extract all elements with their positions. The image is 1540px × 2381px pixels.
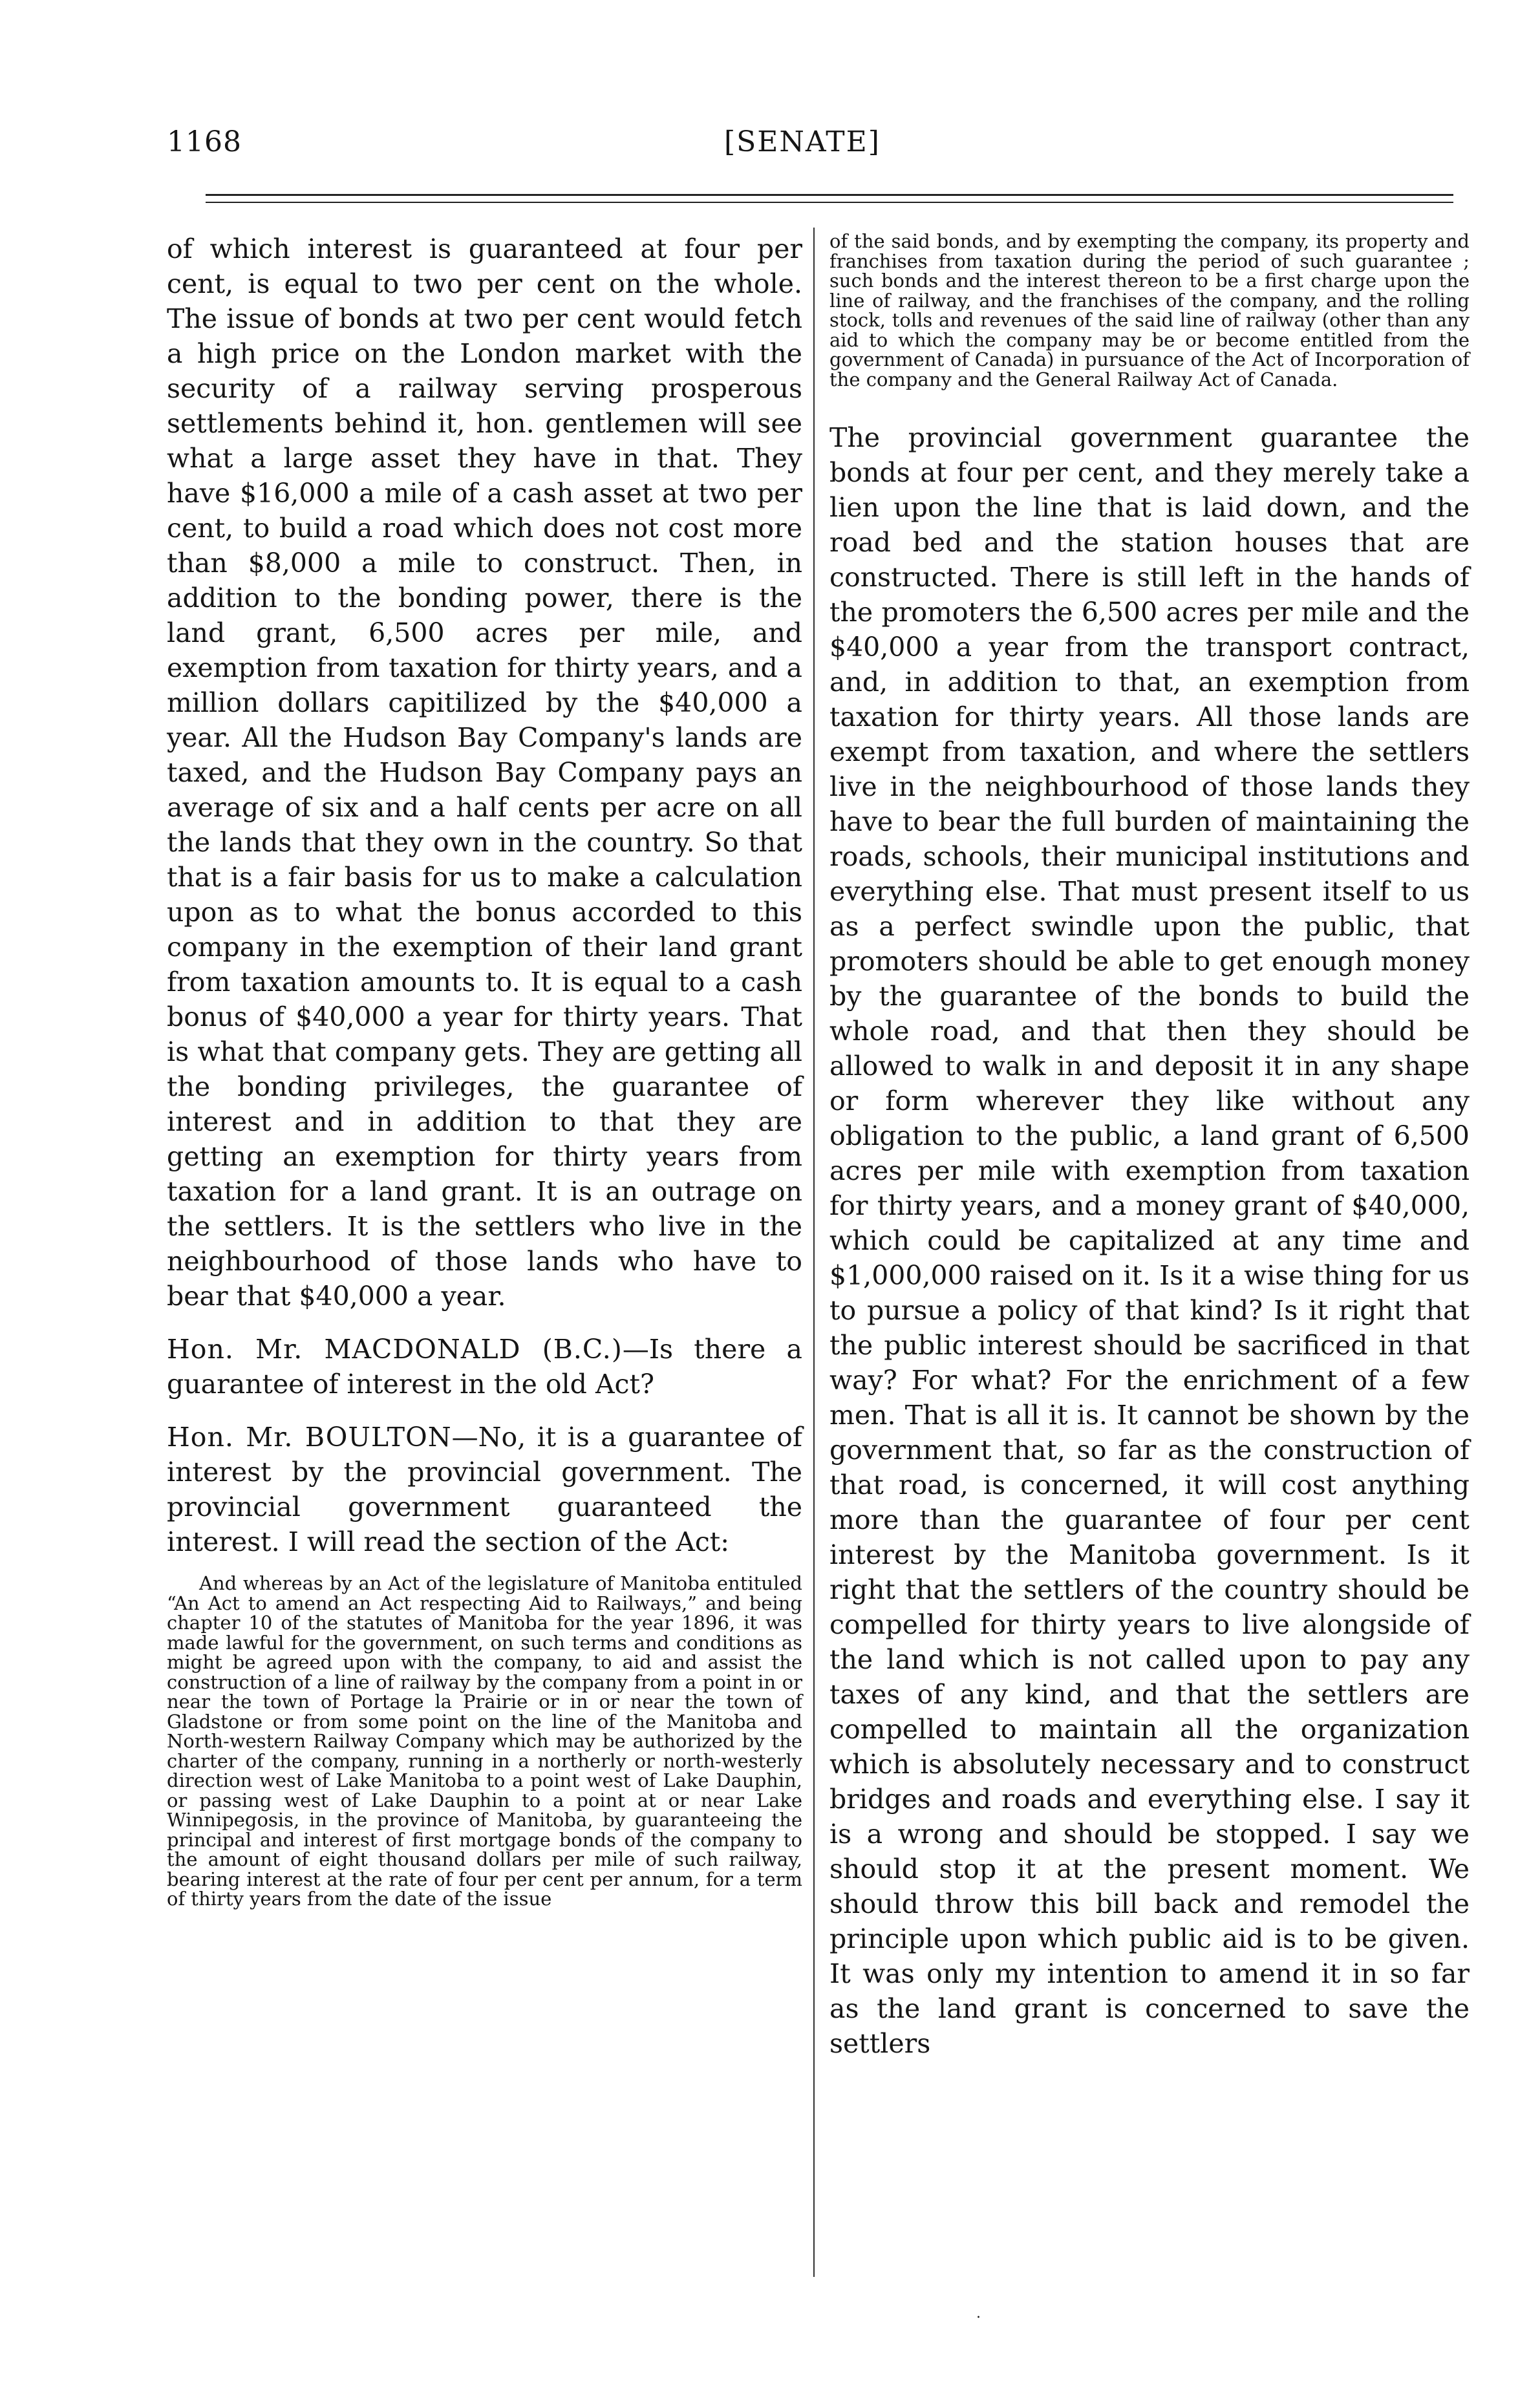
column-divider xyxy=(813,228,815,2277)
footer-mark: . xyxy=(976,2305,981,2322)
left-column xyxy=(167,231,802,1909)
speech-text: —Is there a guarantee of interest in the old Act? xyxy=(167,1334,802,1400)
speech-macdonald xyxy=(167,1332,802,1402)
running-head: [SENATE] xyxy=(724,125,881,158)
act-quotation: And whereas by an Act of the legislature of Manitoba entituled “An Act to amend an Act respecting Aid to Railways,” and being chapter 10 of the statutes of Manitoba for the year 1896, it was made lawful for the government, on such terms and conditions as might be agreed upon with the company, to aid and assist the construction of a line of railway by the company from a point in or near the town of Portage la Prairie or in or near the town of Gladstone or from some point on the line of the Manitoba and North-western Railway Company which may be authorized by the charter of the company, running in a northerly or north-westerly direction west of Lake Manitoba to a point west of Lake Dauphin, or passing west of Lake Dauphin to a point at or near Lake Winnipegosis, in the province of Manitoba, by guaranteeing the principal and interest of first mortgage bonds of the company to the amount of eight thousand dollars per mile of such railway, bearing interest at the rate of four per cent per annum, for a term of thirty years from the date of the issue xyxy=(167,1572,802,1910)
speaker-name: Hon. Mr. MACDONALD (B.C.) xyxy=(167,1334,623,1365)
header-rule-thin xyxy=(206,202,1453,203)
speaker-name: Hon. Mr. BOULTON xyxy=(167,1422,452,1453)
right-paragraph: The provincial government guarantee the bonds at four per cent, and they merely take a lien upon the line that is laid down, and the road bed and the station houses that are constructed. There is still left in the hands of the promoters the 6,500 acres per mile and the $40,000 a year from the transport contract, and, in addition to that, an exemption from taxation for thirty years. All those lands are exempt from taxation, and where the settlers live in the neighbourhood of those lands they have to bear the full burden of maintaining the roads, schools, their municipal institutions and everything else. That must present itself to us as a perfect swindle upon the public, that promoters should be able to get enough money by the guarantee of the bonds to build the whole road, and that then they should be allowed to walk in and deposit it in any shape or form wherever they like without any obligation to the public, a land grant of 6,500 acres per mile with exemption from taxation for thirty years, and a money grant of $40,000, which could be capitalized at any time and $1,000,000 raised on it. Is it a wise thing for us to pursue a policy of that kind? Is it right that the public interest should be sacrificed in that way? For what? For the enrichment of a few men. That is all it is. It cannot be shown by the government that, so far as the construction of that road, is concerned, it will cost anything more than the guarantee of four per cent interest by the Manitoba government. Is it right that the settlers of the country should be compelled for thirty years to live alongside of the land which is not called upon to pay any taxes of any kind, and that the settlers are compelled to maintain all the organization which is absolutely necessary and to construct bridges and roads and everything else. I say it is a wrong and should be stopped. I say we should stop it at the present moment. We should throw this bill back and remodel the principle upon which public aid is to be given. It was only my intention to amend it in so far as the land grant is concerned to save the settlers xyxy=(829,422,1470,2059)
speech-boulton xyxy=(167,1420,802,1559)
right-column xyxy=(829,231,1470,2061)
left-paragraph: of which interest is guaranteed at four per cent, is equal to two per cent on the whole. The issue of bonds at two per cent would fetch a high price on the London market with the security of a railway serving prosperous settlements behind it, hon. gentlemen will see what a large asset they have in that. They have $16,000 a mile of a cash asset at two per cent, to build a road which does not cost more than $8,000 a mile to construct. Then, in addition to the bonding power, there is the land grant, 6,500 acres per mile, and exemption from taxation for thirty years, and a million dollars capitilized by the $40,000 a year. All the Hudson Bay Company's lands are taxed, and the Hudson Bay Company pays an average of six and a half cents per acre on all the lands that they own in the country. So that that is a fair basis for us to make a calculation upon as to what the bonus accorded to this company in the exemption of their land grant from taxation amounts to. It is equal to a cash bonus of $40,000 a year for thirty years. That is what that company gets. They are getting all the bonding privileges, the guarantee of interest and in addition to that they are getting an exemption for thirty years from taxation for a land grant. It is an outrage on the settlers. It is the settlers who live in the neighbourhood of those lands who have to bear that $40,000 a year. xyxy=(167,233,802,1312)
header-rule-thick xyxy=(206,194,1453,196)
act-quotation-continued: of the said bonds, and by exempting the company, its property and franchises from taxation during the period of such guarantee ; such bonds and the interest thereon to be a first charge upon the line of railway, and the franchises of the company, and the rolling stock, tolls and revenues of the said line of railway (other than any aid to which the company may be or become entitled from the government of Canada) in pursuance of the Act of Incorporation of the company and the General Railway Act of Canada. xyxy=(829,230,1470,390)
page-number: 1168 xyxy=(167,125,242,158)
speech-text: —No, it is a guarantee of interest by the provincial government. The provincial government guaranteed the interest. I will read the section of the Act: xyxy=(167,1422,802,1557)
